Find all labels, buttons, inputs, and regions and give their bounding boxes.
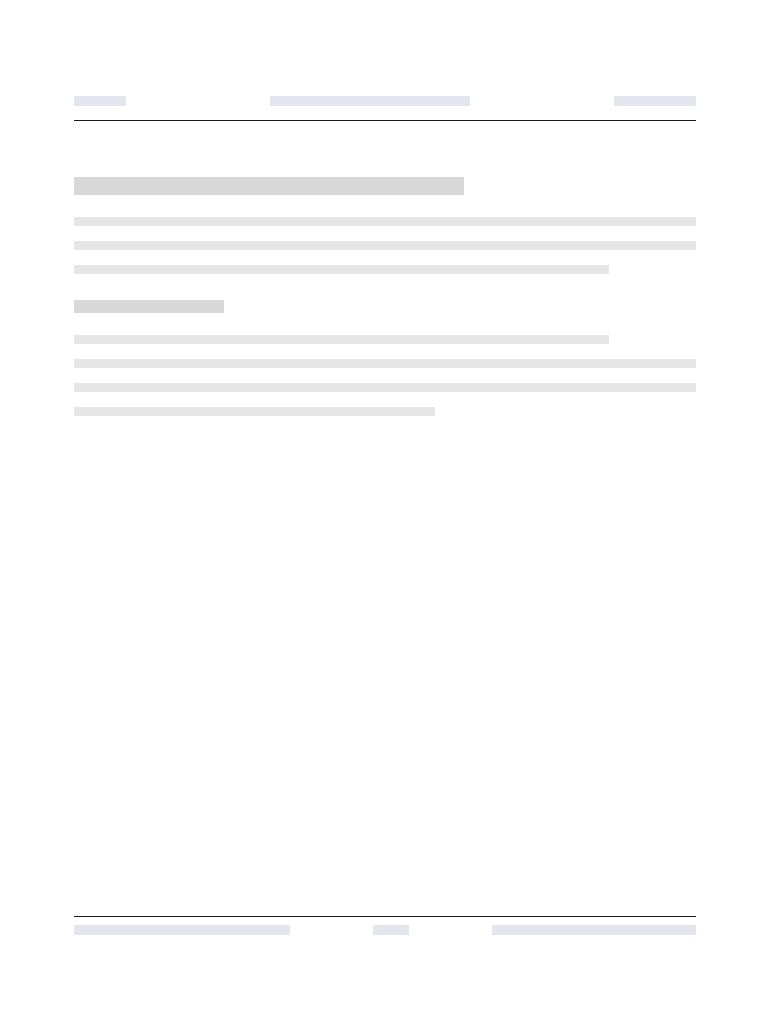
header-left bbox=[74, 96, 126, 106]
running-header bbox=[74, 96, 696, 114]
page bbox=[74, 96, 696, 431]
footer-rule bbox=[74, 916, 696, 917]
subsection-heading bbox=[74, 300, 224, 313]
body-paragraphs bbox=[74, 335, 696, 416]
section-heading bbox=[74, 177, 464, 195]
intro-paragraph bbox=[74, 217, 696, 274]
footer bbox=[74, 910, 696, 935]
header-right bbox=[614, 96, 696, 106]
header-center bbox=[270, 96, 470, 106]
header-rule bbox=[74, 120, 696, 121]
